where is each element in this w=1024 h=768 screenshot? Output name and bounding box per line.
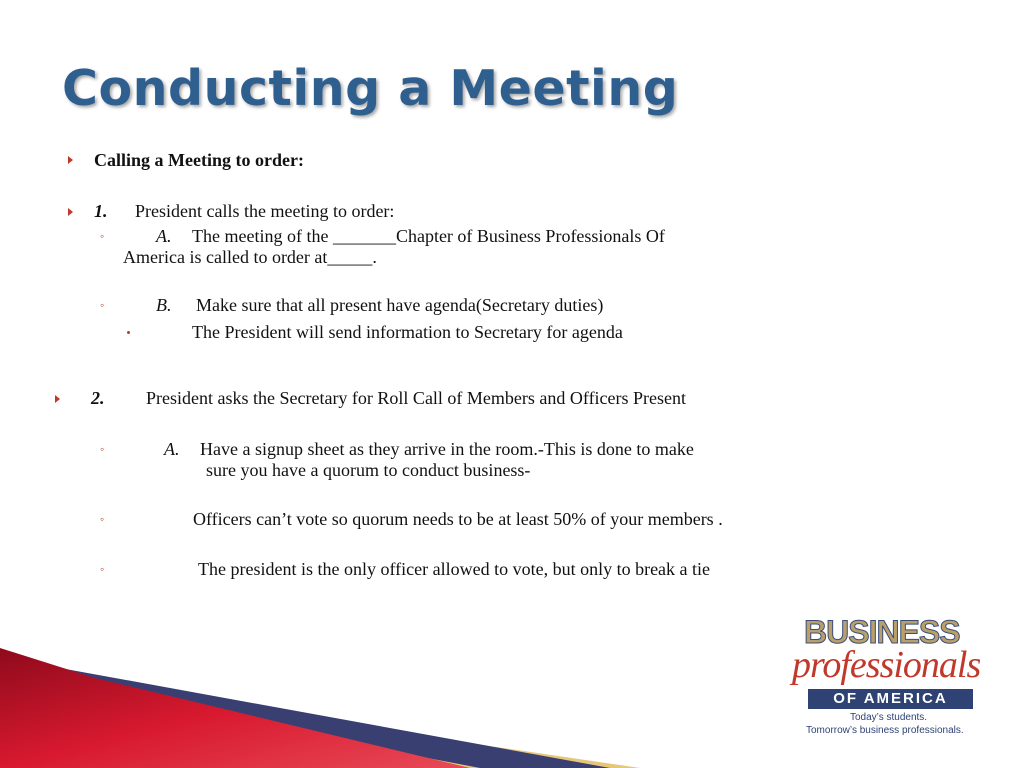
logo-of-america-bar: OF AMERICA bbox=[808, 689, 973, 709]
item1b-subtext: The President will send information to Secretary for agenda bbox=[192, 322, 623, 342]
circle-bullet-icon: ◦ bbox=[100, 512, 105, 526]
circle-bullet-icon: ◦ bbox=[100, 229, 105, 243]
item2c-text: The president is the only officer allowed to vote, but only to break a tie bbox=[198, 559, 711, 579]
item1b-text: Make sure that all present have agenda(Secretary duties) bbox=[196, 295, 604, 315]
circle-bullet-icon: ◦ bbox=[100, 298, 105, 312]
bpa-logo bbox=[790, 615, 990, 740]
item2-number: 2. bbox=[91, 388, 105, 408]
slide-title: Conducting a Meeting bbox=[62, 60, 679, 117]
item1a-line2: America is called to order at_____. bbox=[123, 247, 377, 267]
item2b-text: Officers can’t vote so quorum needs to be at least 50% of your members . bbox=[193, 509, 723, 529]
circle-bullet-icon: ◦ bbox=[100, 442, 105, 456]
logo-business-word: BUSINESS bbox=[804, 614, 960, 650]
item1b-label: B. bbox=[156, 295, 172, 315]
item2a-label: A. bbox=[164, 439, 180, 459]
triangle-bullet-icon bbox=[68, 156, 73, 164]
dot-bullet-icon bbox=[127, 331, 130, 334]
item2a-line2: sure you have a quorum to conduct business- bbox=[206, 460, 531, 480]
item1-text: President calls the meeting to order: bbox=[135, 201, 395, 221]
decorative-swoosh bbox=[0, 600, 640, 768]
calling-heading: Calling a Meeting to order: bbox=[94, 150, 304, 170]
circle-bullet-icon: ◦ bbox=[100, 562, 105, 576]
logo-professionals-word: professionals bbox=[792, 644, 981, 686]
triangle-bullet-icon bbox=[55, 395, 60, 403]
logo-tagline-2: Tomorrow’s business professionals. bbox=[806, 725, 964, 736]
logo-tagline-1: Today’s students. bbox=[850, 712, 928, 723]
item2-text: President asks the Secretary for Roll Call of Members and Officers Present bbox=[146, 388, 687, 408]
triangle-bullet-icon bbox=[68, 208, 73, 216]
item1-number: 1. bbox=[94, 201, 108, 221]
item1a-label: A. bbox=[156, 226, 172, 246]
item1a-line1: The meeting of the _______Chapter of Business Professionals Of bbox=[192, 226, 665, 246]
item2a-line1: Have a signup sheet as they arrive in the room.-This is done to make bbox=[200, 439, 694, 459]
